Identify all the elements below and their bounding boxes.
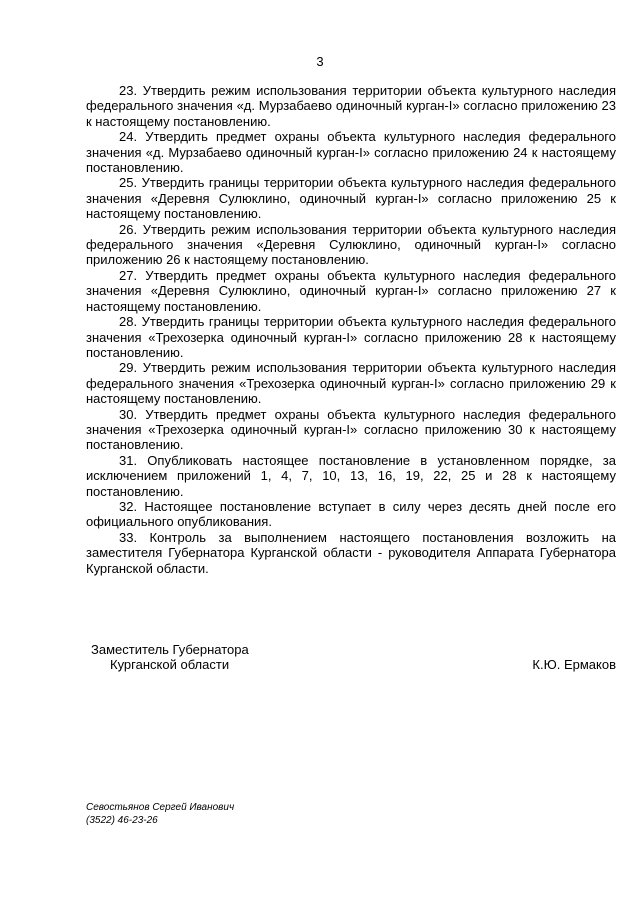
page-number: 3 [316,54,324,69]
clause-25: 25. Утвердить границы территории объекта культурного наследия федерального значения «Деревня Сулюклино, одиночный курган-I» согласно приложению 25 к настоящему постановлению. [86,175,616,222]
clause-28: 28. Утвердить границы территории объекта культурного наследия федерального значения «Трехозерка одиночный курган-I» согласно приложению 28 к настоящему постановлению. [86,314,616,360]
clause-24: 24. Утвердить предмет охраны объекта культурного наследия федерального значения «д. Мурзабаево одиночный курган-I» согласно приложению 24 к настоящему постановлению. [86,129,616,176]
signatory-region: Курганской области [110,657,230,672]
executor-name: Севостьянов Сергей Иванович [86,802,235,813]
signatory-name: К.Ю. Ермаков [532,657,616,672]
clause-29: 29. Утвердить режим использования территории объекта культурного наследия федерального значения «Трехозерка одиночный курган-I» согласно приложению 29 к настоящему постановлению. [86,360,616,407]
clause-30: 30. Утвердить предмет охраны объекта культурного наследия федерального значения «Трехозерка одиночный курган-I» согласно приложению 30 к настоящему постановлению. [86,406,616,453]
clause-33: 33. Контроль за выполнением настоящего постановления возложить на заместителя Губернатора Курганской области - руководителя Аппарата Губернатора Курганской области. [86,529,616,576]
executor-phone: (3522) 46-23-26 [86,815,158,826]
clause-23: 23. Утвердить режим использования территории объекта культурного наследия федерального значения «д. Мурзабаево одиночный курган-I» согласно приложению 23 к настоящему постановлению. [86,83,616,129]
signatory-title: Заместитель Губернатора [91,642,249,657]
clause-27: 27. Утвердить предмет охраны объекта культурного наследия федерального значения «Деревня Сулюклино, одиночный курган-I» согласно приложению 27 к настоящему постановлению. [86,267,616,314]
clause-32: 32. Настоящее постановление вступает в силу через десять дней после его официального опубликования. [86,498,616,530]
clause-31: 31. Опубликовать настоящее постановление в установленном порядке, за исключением приложений 1, 4, 7, 10, 13, 16, 19, 22, 25 и 28 к настоящему постановлению. [86,452,616,499]
decree-body [86,83,616,576]
clause-26: 26. Утвердить режим использования территории объекта культурного наследия федерального значения «Деревня Сулюклино, одиночный курган-I» согласно приложению 26 к настоящему постановлению. [86,221,616,268]
signature-block [86,642,616,682]
executor-footer [86,801,234,827]
